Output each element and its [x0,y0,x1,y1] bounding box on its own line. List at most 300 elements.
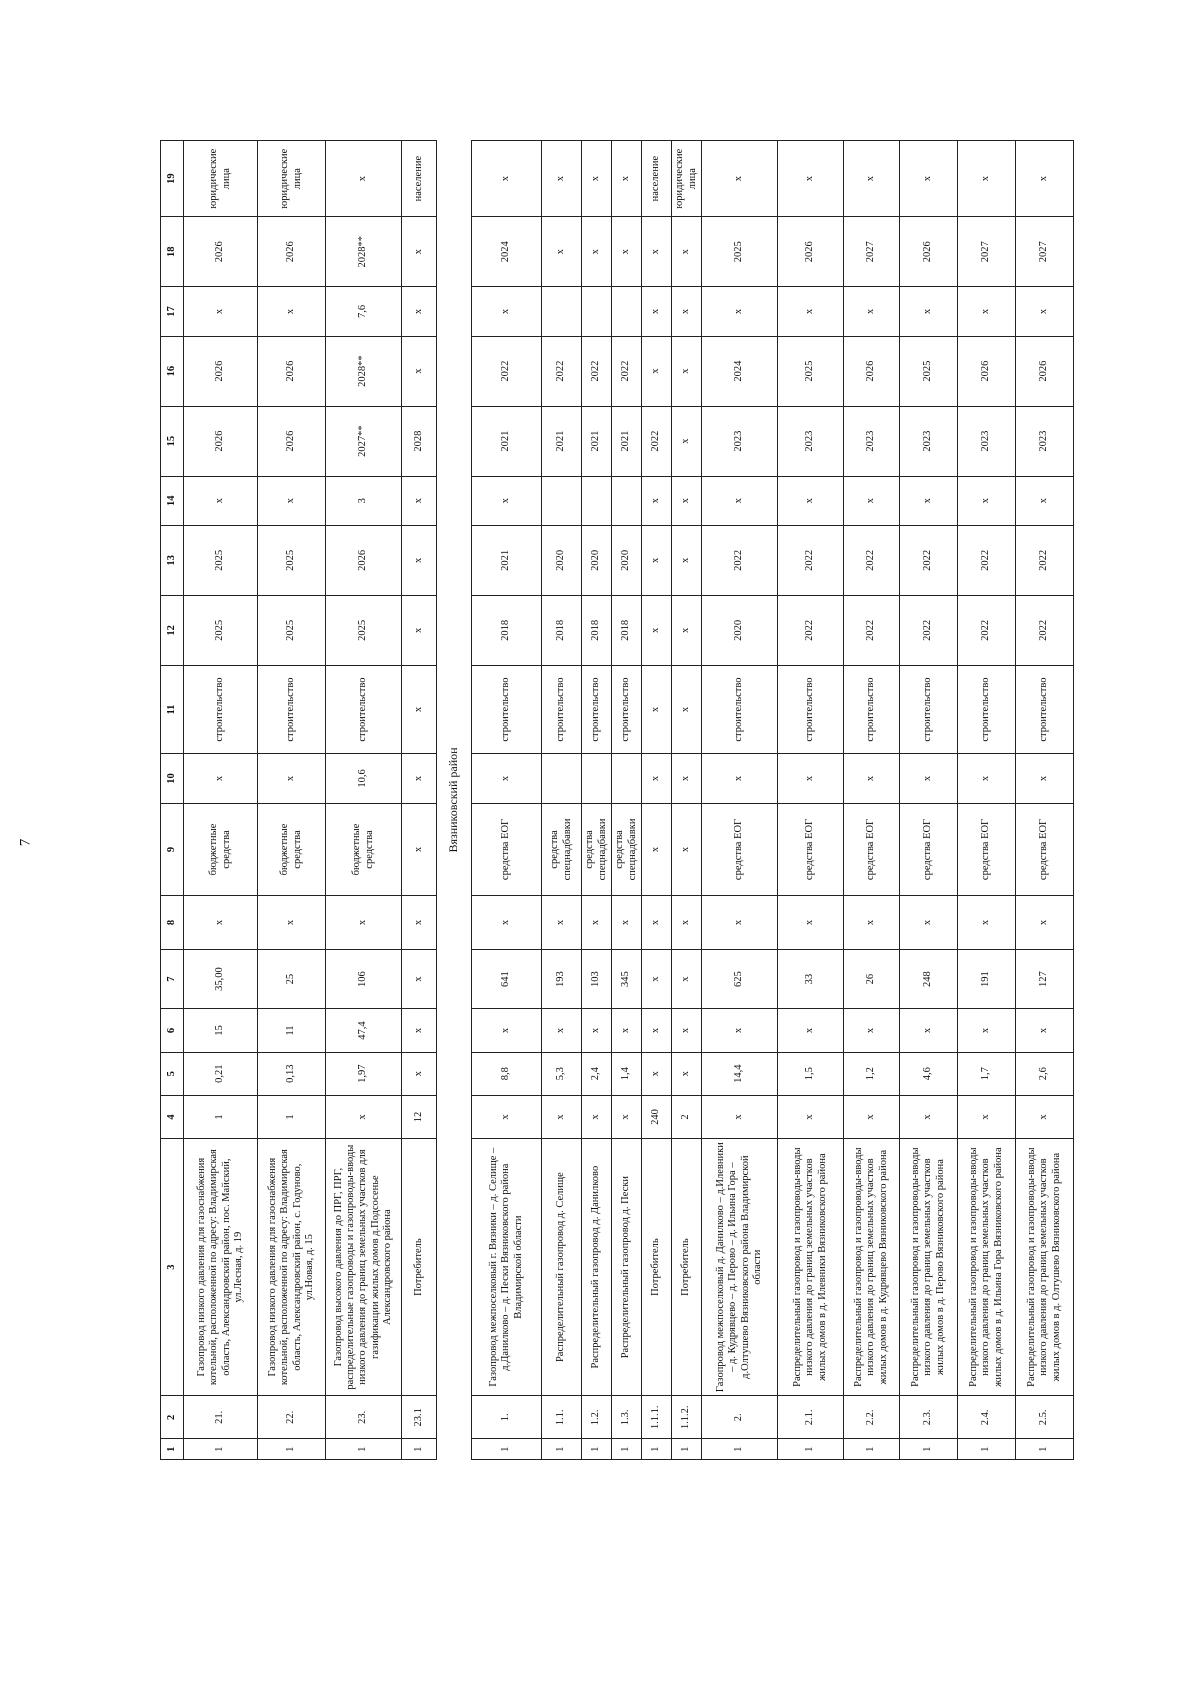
table-row [778,141,844,1460]
object-name-cell: Потребитель [672,1139,702,1396]
table-cell: x [778,1009,844,1052]
table-cell: x [702,896,778,950]
table-cell: x [402,525,437,595]
table-cell: 106 [326,949,402,1009]
table-cell: население [402,141,437,217]
table-cell: x [472,896,542,950]
table-cell [612,287,642,336]
table-cell: x [402,336,437,406]
table-cell: 2022 [472,336,542,406]
object-name-cell: Потребитель [642,1139,672,1396]
table-cell: 7,6 [326,287,402,336]
table-cell: x [642,476,672,525]
table-cell [542,754,582,803]
table-cell: x [1016,476,1074,525]
table-cell: 23.1 [402,1396,437,1439]
table-cell: x [402,217,437,287]
column-number-cell: 13 [161,525,184,595]
table-cell: юридические лица [258,141,326,217]
gas-pipeline-table [160,140,1074,1460]
table-cell: 2023 [844,406,900,476]
table-cell: 1,5 [778,1052,844,1095]
object-name-cell: Газопровод низкого давления для газоснабжения котельной, расположенной по адресу: Владимирская область, Александровский район, пос. Майский, ул.Лесная, д. 19 [184,1139,258,1396]
table-cell: x [642,217,672,287]
table-cell: средства ЕОГ [844,803,900,896]
table-body [161,141,1074,1460]
table-cell: 26 [844,949,900,1009]
object-name-cell: Газопровод межпоселковый д. Данилково – д.Илевники – д. Кудрявцево – д. Перово – д. Ильина Гора – д.Олтушево Вязниковского района Владимирской области [702,1139,778,1396]
table-cell: средства ЕОГ [472,803,542,896]
table-cell: x [702,141,778,217]
object-name-cell: Распределительный газопровод и газопроводы-вводы низкого давления до границ земельных участков жилых домов в д. Олтушево Вязниковского района [1016,1139,1074,1396]
table-cell: 47,4 [326,1009,402,1052]
table-cell: x [402,949,437,1009]
table-cell: 1 [612,1439,642,1460]
table-cell: 240 [642,1095,672,1138]
table-cell: x [958,287,1016,336]
table-cell: x [582,141,612,217]
table-cell: 127 [1016,949,1074,1009]
table-cell: 2027 [844,217,900,287]
object-name-cell: Распределительный газопровод и газопроводы-вводы низкого давления до границ земельных участков жилых домов в д. Кудрявцево Вязниковского района [844,1139,900,1396]
table-cell: x [612,217,642,287]
column-number-cell: 4 [161,1095,184,1138]
table-cell: x [642,665,672,753]
table-cell: 35,00 [184,949,258,1009]
table-cell: строительство [1016,665,1074,753]
table-cell: x [844,476,900,525]
table-cell: x [402,896,437,950]
table-cell: 2022 [778,525,844,595]
table-cell: x [672,406,702,476]
table-cell: 2022 [542,336,582,406]
table-cell: x [702,754,778,803]
table-cell: средства ЕОГ [702,803,778,896]
table-cell: x [900,1095,958,1138]
table-cell: 2.3. [900,1396,958,1439]
table-cell: x [612,1009,642,1052]
table-cell: x [642,336,672,406]
table-cell: x [672,665,702,753]
table-cell: x [702,1009,778,1052]
table-cell: 193 [542,949,582,1009]
table-cell: 2021 [472,406,542,476]
table-cell: x [672,949,702,1009]
table-cell: 2022 [844,525,900,595]
table-cell: 2026 [184,406,258,476]
table-cell: x [958,754,1016,803]
table-cell: x [844,287,900,336]
table-cell: x [582,217,612,287]
table-row [402,141,437,1460]
table-cell: 1 [844,1439,900,1460]
table-cell: x [778,896,844,950]
table-cell: x [672,1052,702,1095]
table-cell: x [642,754,672,803]
table-cell: бюджетные средства [184,803,258,896]
table-cell: x [642,1052,672,1095]
column-number-cell: 5 [161,1052,184,1095]
table-cell: 2020 [702,595,778,665]
object-name-cell: Газопровод низкого давления для газоснабжения котельной, расположенной по адресу: Владимирская область, Александровский район, с. Годуново, ул.Новая, д. 15 [258,1139,326,1396]
table-cell: 2026 [184,217,258,287]
table-cell: 2026 [184,336,258,406]
table-cell: 2018 [612,595,642,665]
table-cell: x [778,1095,844,1138]
table-cell: 2026 [900,217,958,287]
table-cell: x [612,896,642,950]
table-cell: 1 [702,1439,778,1460]
column-number-cell: 7 [161,949,184,1009]
table-row [672,141,702,1460]
table-cell: x [402,665,437,753]
table-cell: 2,4 [582,1052,612,1095]
column-number-cell: 11 [161,665,184,753]
table-cell: x [672,476,702,525]
table-cell: 2026 [958,336,1016,406]
table-cell: 2026 [326,525,402,595]
table-cell: 4,6 [900,1052,958,1095]
table-row [958,141,1016,1460]
table-cell: 1 [326,1439,402,1460]
table-cell: 2018 [582,595,612,665]
table-cell: строительство [258,665,326,753]
table-cell [612,476,642,525]
table-cell: x [672,217,702,287]
table-cell [542,287,582,336]
table-cell: x [672,525,702,595]
table-cell: 1 [642,1439,672,1460]
table-cell: x [472,1095,542,1138]
table-cell: 2020 [542,525,582,595]
table-cell: строительство [778,665,844,753]
table-cell: x [958,476,1016,525]
table-cell: 0,21 [184,1052,258,1095]
table-cell: x [642,803,672,896]
table-cell: 10,6 [326,754,402,803]
column-number-cell: 6 [161,1009,184,1052]
table-cell: 2. [702,1396,778,1439]
table-row [582,141,612,1460]
table-cell: x [258,896,326,950]
table-cell: 5,3 [542,1052,582,1095]
table-cell: 2 [672,1095,702,1138]
table-cell: x [642,896,672,950]
table-cell: 8,8 [472,1052,542,1095]
table-cell: 2023 [1016,406,1074,476]
table-cell: 2022 [702,525,778,595]
table-cell: 2021 [582,406,612,476]
table-cell: x [258,476,326,525]
table-cell: 625 [702,949,778,1009]
table-cell: 12 [402,1095,437,1138]
table-cell: x [472,1009,542,1052]
table-row [472,141,542,1460]
table-cell: 2026 [258,406,326,476]
table-cell: 2025 [900,336,958,406]
table-cell: 2.1. [778,1396,844,1439]
table-cell: x [958,141,1016,217]
table-cell: 2.2. [844,1396,900,1439]
table-cell: 2025 [258,595,326,665]
table-cell [582,754,612,803]
table-cell: x [642,1009,672,1052]
table-cell: 2025 [184,595,258,665]
table-cell: 2023 [900,406,958,476]
rotated-table-wrapper [160,140,1070,1460]
table-cell: 641 [472,949,542,1009]
table-cell: 2026 [1016,336,1074,406]
object-name-cell: Потребитель [402,1139,437,1396]
table-cell: x [472,141,542,217]
column-number-cell: 17 [161,287,184,336]
column-number-cell: 12 [161,595,184,665]
table-cell: строительство [702,665,778,753]
table-cell: 2022 [958,595,1016,665]
table-cell: 2025 [184,525,258,595]
table-cell: x [900,754,958,803]
table-cell: 2020 [582,525,612,595]
table-cell: население [642,141,672,217]
table-cell: x [1016,1095,1074,1138]
table-cell: x [184,896,258,950]
table-cell: x [542,217,582,287]
table-cell: 2022 [1016,525,1074,595]
table-cell: x [326,1095,402,1138]
table-cell [582,287,612,336]
table-cell: средства спецнадбавки [542,803,582,896]
table-cell: 1.1.1. [642,1396,672,1439]
section-title: Вязниковский район [437,141,472,1460]
table-cell: строительство [326,665,402,753]
table-cell: 1,4 [612,1052,642,1095]
table-cell: 1 [184,1439,258,1460]
table-cell [612,754,642,803]
table-cell: x [702,476,778,525]
table-cell: 2023 [958,406,1016,476]
table-cell: 1. [472,1396,542,1439]
table-cell: x [844,754,900,803]
table-cell: 2,6 [1016,1052,1074,1095]
table-cell: 2026 [258,217,326,287]
table-cell: 21. [184,1396,258,1439]
column-number-cell: 3 [161,1139,184,1396]
table-cell: x [542,896,582,950]
object-name-cell: Газопровод межпоселковый г. Вязники – д. Селище – д.Данилково – д. Пески Вязниковского района Владимирской области [472,1139,542,1396]
column-number-cell: 10 [161,754,184,803]
table-cell: x [258,754,326,803]
table-cell: 23. [326,1396,402,1439]
table-cell: 2021 [542,406,582,476]
table-cell: 2025 [258,525,326,595]
object-name-cell: Распределительный газопровод д. Данилково [582,1139,612,1396]
table-cell: x [402,287,437,336]
table-cell: 1 [958,1439,1016,1460]
table-cell: x [1016,896,1074,950]
table-cell: 2018 [472,595,542,665]
table-cell: 2020 [612,525,642,595]
table-cell: 1 [472,1439,542,1460]
table-row [612,141,642,1460]
table-cell: 1 [1016,1439,1074,1460]
table-cell: x [184,754,258,803]
table-cell: бюджетные средства [326,803,402,896]
column-number-cell: 2 [161,1396,184,1439]
table-cell: x [844,141,900,217]
table-cell: x [778,476,844,525]
table-cell: x [402,476,437,525]
table-cell: средства ЕОГ [958,803,1016,896]
table-cell: x [1016,141,1074,217]
table-cell: 248 [900,949,958,1009]
table-cell: 2025 [702,217,778,287]
table-cell [582,476,612,525]
table-cell: юридические лица [184,141,258,217]
object-name-cell: Распределительный газопровод д. Пески [612,1139,642,1396]
table-cell: 103 [582,949,612,1009]
table-cell: бюджетные средства [258,803,326,896]
table-cell: x [778,287,844,336]
table-cell: 2027** [326,406,402,476]
table-cell: 1 [402,1439,437,1460]
table-cell: x [702,1095,778,1138]
table-cell: x [582,896,612,950]
table-cell: средства спецнадбавки [582,803,612,896]
table-cell: x [184,287,258,336]
table-cell: 25 [258,949,326,1009]
table-cell: 2022 [900,595,958,665]
table-cell: x [702,287,778,336]
table-cell: 2027 [958,217,1016,287]
table-row [900,141,958,1460]
table-cell: x [472,287,542,336]
table-cell: 2022 [582,336,612,406]
column-number-cell: 8 [161,896,184,950]
table-cell: 2027 [1016,217,1074,287]
table-cell: строительство [472,665,542,753]
table-cell: 1 [184,1095,258,1138]
table-cell: строительство [542,665,582,753]
table-cell: строительство [612,665,642,753]
table-cell: x [900,476,958,525]
table-cell: 2022 [612,336,642,406]
table-cell: 1 [582,1439,612,1460]
table-cell: 2022 [844,595,900,665]
table-cell: x [844,896,900,950]
table-cell: x [326,896,402,950]
table-row [326,141,402,1460]
table-cell: 2022 [958,525,1016,595]
table-cell: 1 [258,1439,326,1460]
table-row [844,141,900,1460]
table-cell: 2023 [702,406,778,476]
table-cell: x [1016,287,1074,336]
table-cell: 1 [900,1439,958,1460]
table-cell: x [900,896,958,950]
table-cell: x [258,287,326,336]
table-cell: 1,7 [958,1052,1016,1095]
table-cell: x [672,896,702,950]
table-cell: x [958,1095,1016,1138]
table-cell: 1.2. [582,1396,612,1439]
object-name-cell: Распределительный газопровод д. Селище [542,1139,582,1396]
table-cell: x [582,1095,612,1138]
table-row [1016,141,1074,1460]
table-cell: 1,2 [844,1052,900,1095]
object-name-cell: Газопровод высокого давления до ПРГ, ПРГ, распределительные газопроводы и газопроводы-вводы низкого давления до границ земельных участков для газификации жилых домов д.Подсосенье Александровского района [326,1139,402,1396]
table-cell: 2028** [326,336,402,406]
table-cell: x [672,287,702,336]
table-cell: 2026 [258,336,326,406]
table-cell: x [184,476,258,525]
table-cell: x [402,1052,437,1095]
table-cell: 11 [258,1009,326,1052]
table-cell: x [778,754,844,803]
table-cell: x [672,1009,702,1052]
table-cell: 191 [958,949,1016,1009]
table-cell: 2021 [612,406,642,476]
table-cell: x [472,754,542,803]
table-row [184,141,258,1460]
table-cell: 2023 [778,406,844,476]
table-cell: средства спецнадбавки [612,803,642,896]
table-cell: x [672,803,702,896]
object-name-cell: Распределительный газопровод и газопроводы-вводы низкого давления до границ земельных участков жилых домов в д. Ильина Гора Вязниковского района [958,1139,1016,1396]
table-cell: 345 [612,949,642,1009]
table-cell [542,476,582,525]
table-cell: строительство [844,665,900,753]
table-cell: x [1016,754,1074,803]
table-cell: x [900,141,958,217]
table-cell: 14,4 [702,1052,778,1095]
table-row [642,141,672,1460]
table-cell: x [402,754,437,803]
table-cell: x [642,949,672,1009]
column-number-cell: 1 [161,1439,184,1460]
table-cell: x [642,525,672,595]
table-cell: 2026 [844,336,900,406]
table-cell: 2028** [326,217,402,287]
table-cell: x [778,141,844,217]
table-cell: x [1016,1009,1074,1052]
table-cell: x [844,1095,900,1138]
table-cell: 1 [778,1439,844,1460]
table-cell: 2021 [472,525,542,595]
table-cell: x [542,1095,582,1138]
table-cell: 2025 [778,336,844,406]
table-cell: x [542,141,582,217]
page-number: 7 [17,838,34,847]
table-cell: x [672,595,702,665]
table-row [702,141,778,1460]
table-cell: x [402,803,437,896]
table-cell: x [542,1009,582,1052]
table-cell: средства ЕОГ [1016,803,1074,896]
table-cell: x [612,1095,642,1138]
table-cell: x [672,754,702,803]
table-cell: x [326,141,402,217]
table-cell: средства ЕОГ [900,803,958,896]
table-cell: 1.1. [542,1396,582,1439]
column-number-cell: 19 [161,141,184,217]
table-cell: 1 [258,1095,326,1138]
table-cell: x [958,896,1016,950]
column-number-cell: 15 [161,406,184,476]
table-cell: 1.3. [612,1396,642,1439]
table-cell: x [402,595,437,665]
table-cell: x [642,595,672,665]
table-cell: 2022 [1016,595,1074,665]
